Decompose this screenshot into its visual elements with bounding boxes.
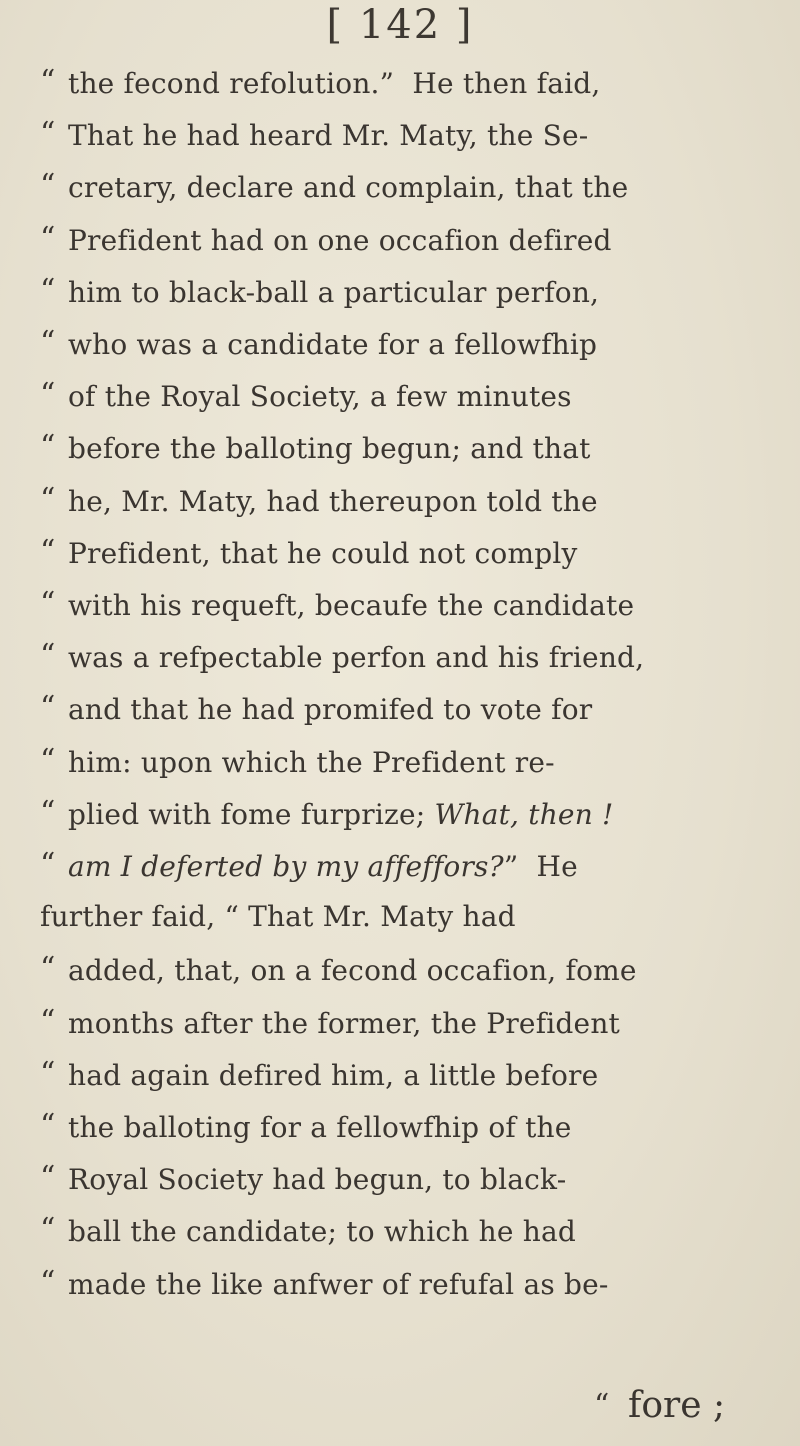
- text-line: [40, 164, 790, 210]
- quote-mark: “: [40, 1160, 56, 1196]
- line-text: had again defired him, a little before: [68, 1058, 599, 1092]
- quote-mark: “: [40, 220, 56, 256]
- line-text: was a refpectable perfon and his friend,: [68, 641, 645, 675]
- text-line: [40, 425, 790, 471]
- quote-mark: “: [40, 742, 56, 778]
- text-line: [40, 1156, 790, 1202]
- quote-mark: “: [40, 638, 56, 674]
- text-line: [40, 582, 790, 628]
- text-line: [40, 217, 790, 263]
- line-text: plied with fome furprize; What, then !: [68, 797, 614, 831]
- quote-mark: “: [40, 429, 56, 465]
- line-text: him: upon which the Prefident re-: [68, 745, 555, 779]
- line-text: who was a candidate for a fellowfhip: [68, 328, 598, 361]
- text-line: [40, 269, 790, 315]
- page-number: [ 142 ]: [326, 2, 474, 48]
- quote-mark: “: [40, 116, 56, 152]
- quote-mark: “: [40, 1003, 56, 1039]
- quote-mark: “: [40, 690, 56, 726]
- quote-mark: “: [594, 1388, 610, 1423]
- text-line: [40, 1052, 790, 1098]
- line-text: That he had heard Mr. Maty, the Se-: [68, 119, 589, 153]
- text-line: [40, 686, 790, 732]
- line-text: made the like anfwer of refufal as be-: [68, 1267, 609, 1301]
- text-line: [40, 1208, 790, 1254]
- text-line: [40, 373, 790, 419]
- text-line: [40, 895, 790, 939]
- text-line: [40, 947, 790, 993]
- line-text: added, that, on a fecond occafion, fome: [68, 954, 637, 988]
- quote-mark: “: [40, 1055, 56, 1091]
- line-text: before the balloting begun; and that: [68, 432, 591, 466]
- line-text: ball the candidate; to which he had: [68, 1215, 576, 1249]
- line-text: Royal Society had begun, to black-: [68, 1163, 567, 1197]
- quote-mark: “: [40, 847, 56, 882]
- line-text: him to black-ball a particular perfon,: [68, 275, 600, 309]
- text-line: [40, 1261, 790, 1307]
- quote-mark: “: [40, 272, 56, 308]
- text-line: [40, 112, 790, 158]
- line-text: and that he had promifed to vote for: [68, 693, 593, 727]
- quote-mark: “: [40, 377, 56, 413]
- text-line: [40, 321, 790, 367]
- quote-mark: “: [40, 1264, 56, 1300]
- quote-mark: “: [40, 1108, 56, 1143]
- text-line: [40, 530, 790, 576]
- catchword-text: fore ;: [628, 1385, 726, 1426]
- line-text: months after the former, the Prefident: [68, 1006, 621, 1040]
- line-text: cretary, declare and complain, that the: [68, 171, 629, 205]
- text-line: [40, 60, 790, 106]
- text-line: [40, 1104, 790, 1150]
- line-text: with his requeft, becaufe the candidate: [68, 589, 635, 622]
- catchword: [594, 1385, 725, 1426]
- quote-mark: “: [40, 1212, 56, 1248]
- line-text: Prefident, that he could not comply: [68, 536, 578, 570]
- quote-mark: “: [40, 794, 56, 830]
- line-text: further faid, “ That Mr. Maty had: [40, 900, 516, 934]
- text-line: [40, 739, 790, 785]
- quote-mark: “: [40, 64, 56, 99]
- quote-mark: “: [40, 168, 56, 204]
- quote-mark: “: [40, 951, 56, 987]
- line-text: of the Royal Society, a few minutes: [68, 380, 572, 414]
- text-line: [40, 791, 790, 837]
- quote-mark: “: [40, 325, 56, 360]
- line-text: the fecond refolution.” He then faid,: [68, 67, 601, 100]
- quote-mark: “: [40, 481, 56, 517]
- line-text: the balloting for a fellowfhip of the: [68, 1111, 572, 1144]
- text-line: [40, 478, 790, 524]
- quote-mark: “: [40, 586, 56, 621]
- text-line: [40, 843, 790, 889]
- line-text: he, Mr. Maty, had thereupon told the: [68, 484, 598, 518]
- line-text: am I deferted by my affeffors?” He: [68, 850, 578, 883]
- quote-mark: “: [40, 533, 56, 569]
- text-line: [40, 1000, 790, 1046]
- text-line: [40, 634, 790, 680]
- line-text: Prefident had on one occafion defired: [68, 223, 612, 257]
